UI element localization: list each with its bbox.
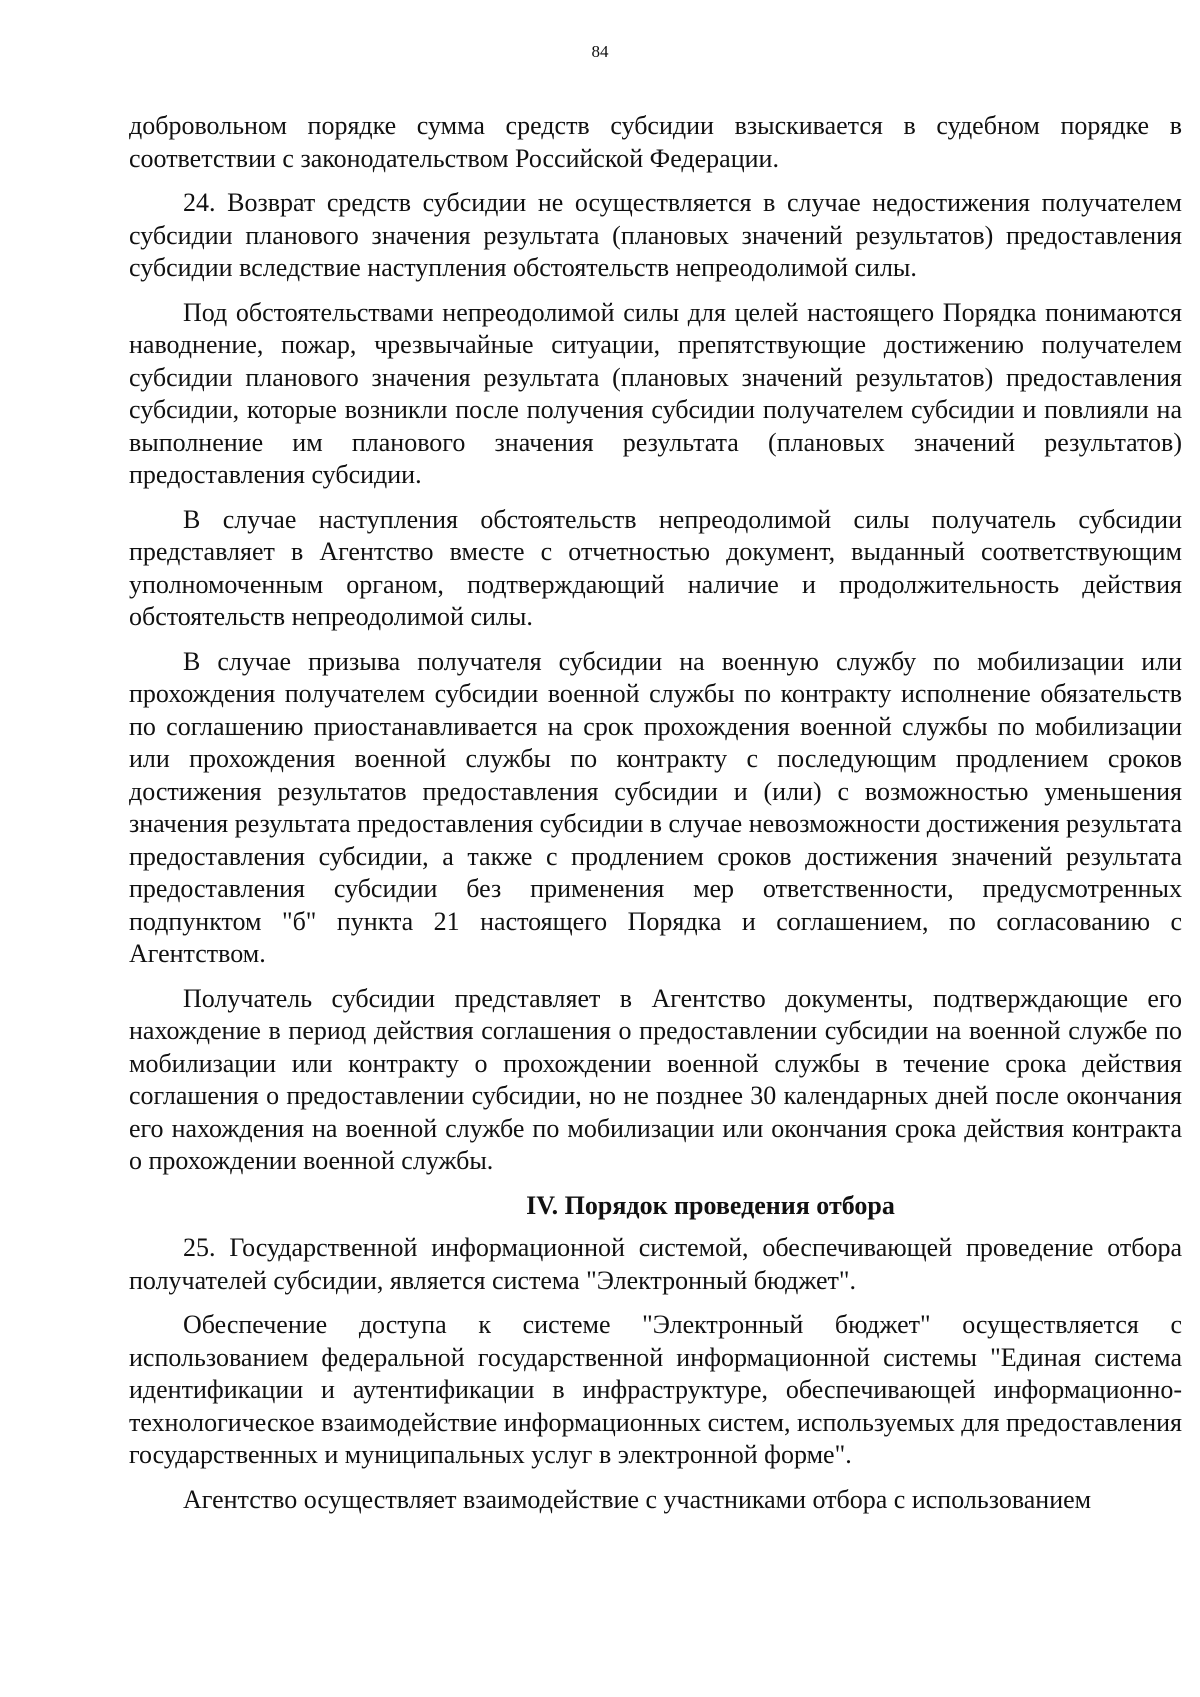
paragraph-military-service: В случае призыва получателя субсидии на военную службу по мобилизации или прохождения получателем субсидии военной службы по контракту исполнение обязательств по соглашению приостанавливается на срок прохождения военной службы по мобилизации или прохождения военной службы по контракту с последующим продлением сроков достижения результатов предоставления субсидии и (или) с возможностью уменьшения значения результата предоставления субсидии в случае невозможности достижения результата предоставления субсидии, а также с продлением сроков достижения значений результата предоставления субсидии без применения мер ответственности, предусмотренных подпунктом "б" пункта 21 настоящего Порядка и соглашением, по согласованию с Агентством. <box>129 646 1182 968</box>
section-title: IV. Порядок проведения отбора <box>526 1190 895 1220</box>
paragraph-interaction: Агентство осуществляет взаимодействие с участниками отбора с использованием <box>183 1484 1092 1514</box>
paragraph-access: Обеспечение доступа к системе "Электронный бюджет" осуществляется с использованием федеральной государственной информационной системы "Единая система идентификации и аутентификации в инфраструктуре, обеспечивающей информационно-технологическое взаимодействие информационных систем, используемых для предоставления государственных и муниципальных услуг в электронной форме". <box>129 1310 1182 1469</box>
paragraph-24: 24. Возврат средств субсидии не осуществляется в случае недостижения получателем субсидии планового значения результата (плановых значений результатов) предоставления субсидии вследствие наступления обстоятельств непреодолимой силы. <box>129 188 1182 282</box>
document-body <box>129 110 1182 1528</box>
paragraph-force-majeure-document: В случае наступления обстоятельств непреодолимой силы получатель субсидии представляет в Агентство вместе с отчетностью документ, выданный соответствующим уполномоченным органом, подтверждающий наличие и продолжительность действия обстоятельств непреодолимой силы. <box>129 504 1182 631</box>
paragraph-25: 25. Государственной информационной системой, обеспечивающей проведение отбора получателей субсидии, является система "Электронный бюджет". <box>129 1233 1182 1295</box>
paragraph-military-documents: Получатель субсидии представляет в Агентство документы, подтверждающие его нахождение в период действия соглашения о предоставлении субсидии на военной службе по мобилизации или контракту о прохождении военной службы в течение срока действия соглашения о предоставлении субсидии, но не позднее 30 календарных дней после окончания его нахождения на военной службе по мобилизации или окончания срока действия контракта о прохождении военной службы. <box>129 983 1182 1175</box>
paragraph-force-majeure-definition: Под обстоятельствами непреодолимой силы для целей настоящего Порядка понимаются наводнение, пожар, чрезвычайные ситуации, препятствующие достижению получателем субсидии планового значения результата (плановых значений результатов) предоставления субсидии, которые возникли после получения субсидии получателем субсидии и повлияли на выполнение им планового значения результата (плановых значений результатов) предоставления субсидии. <box>129 297 1182 489</box>
paragraph-continuation: добровольном порядке сумма средств субсидии взыскивается в судебном порядке в соответствии с законодательством Российской Федерации. <box>129 111 1182 173</box>
page-number: 84 <box>591 42 609 61</box>
